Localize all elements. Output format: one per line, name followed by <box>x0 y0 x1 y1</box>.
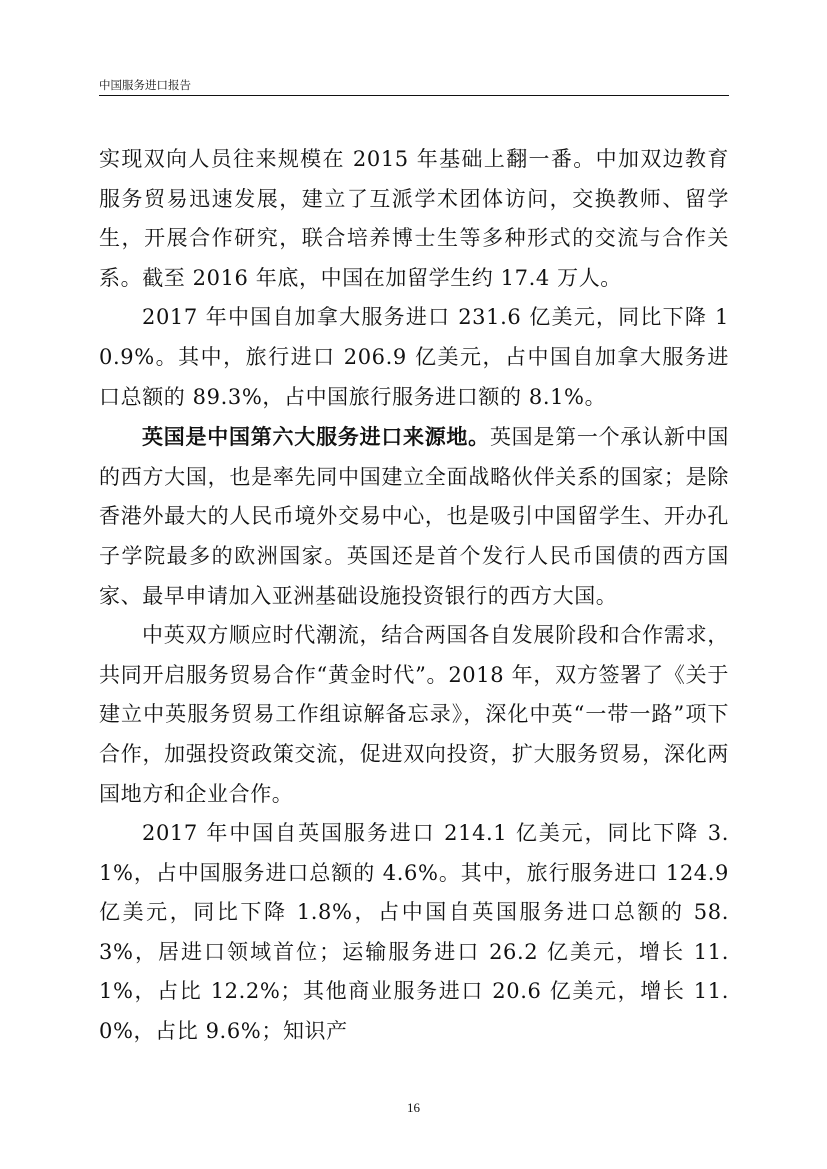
paragraph-2 <box>99 298 729 417</box>
paragraph-3-bold-lead: 英国是中国第六大服务进口来源地。 <box>142 424 490 450</box>
running-header: 中国服务进口报告 <box>99 78 191 92</box>
body-text <box>99 140 729 1052</box>
paragraph-1 <box>99 140 729 298</box>
paragraph-2-text: 2017 年中国自加拿大服务进口 231.6 亿美元，同比下降 10.9%。其中，旅行进口 206.9 亿美元，占中国自加拿大服务进口总额的 89.3%，占中国旅行服务进口额的 8.1%。 <box>99 305 729 409</box>
paragraph-1-text: 实现双向人员往来规模在 2015 年基础上翻一番。中加双边教育服务贸易迅速发展，建立了互派学术团体访问，交换教师、留学生，开展合作研究，联合培养博士生等多种形式的交流与合作关系。截至 2016 年底，中国在加留学生约 17.4 万人。 <box>99 147 729 290</box>
paragraph-4 <box>99 616 729 814</box>
page-number: 16 <box>407 1100 420 1115</box>
paragraph-5-text: 2017 年中国自英国服务进口 214.1 亿美元，同比下降 3.1%，占中国服务进口总额的 4.6%。其中，旅行服务进口 124.9 亿美元，同比下降 1.8%，占中国自英国服务进口总额的 58.3%，居进口领域首位；运输服务进口 26.2 亿美元，增长 11.1%，占比 12.2%；其他商业服务进口 20.6 亿美元，增长 11.0%，占比 9.6%；知识产 <box>99 821 729 1044</box>
paragraph-3-text: 英国是第一个承认新中国的西方大国，也是率先同中国建立全面战略伙伴关系的国家；是除香港外最大的人民币境外交易中心，也是吸引中国留学生、开办孔子学院最多的欧洲国家。英国还是首个发行人民币国债的西方国家、最早申请加入亚洲基础设施投资银行的西方大国。 <box>99 425 729 608</box>
paragraph-5 <box>99 814 729 1052</box>
header-rule <box>99 95 729 96</box>
paragraph-4-text: 中英双方顺应时代潮流，结合两国各自发展阶段和合作需求，共同开启服务贸易合作“黄金时代”。2018 年，双方签署了《关于建立中英服务贸易工作组谅解备忘录》，深化中英“一带一路”项下合作，加强投资政策交流，促进双向投资，扩大服务贸易，深化两国地方和企业合作。 <box>99 623 729 806</box>
paragraph-3 <box>99 417 729 616</box>
